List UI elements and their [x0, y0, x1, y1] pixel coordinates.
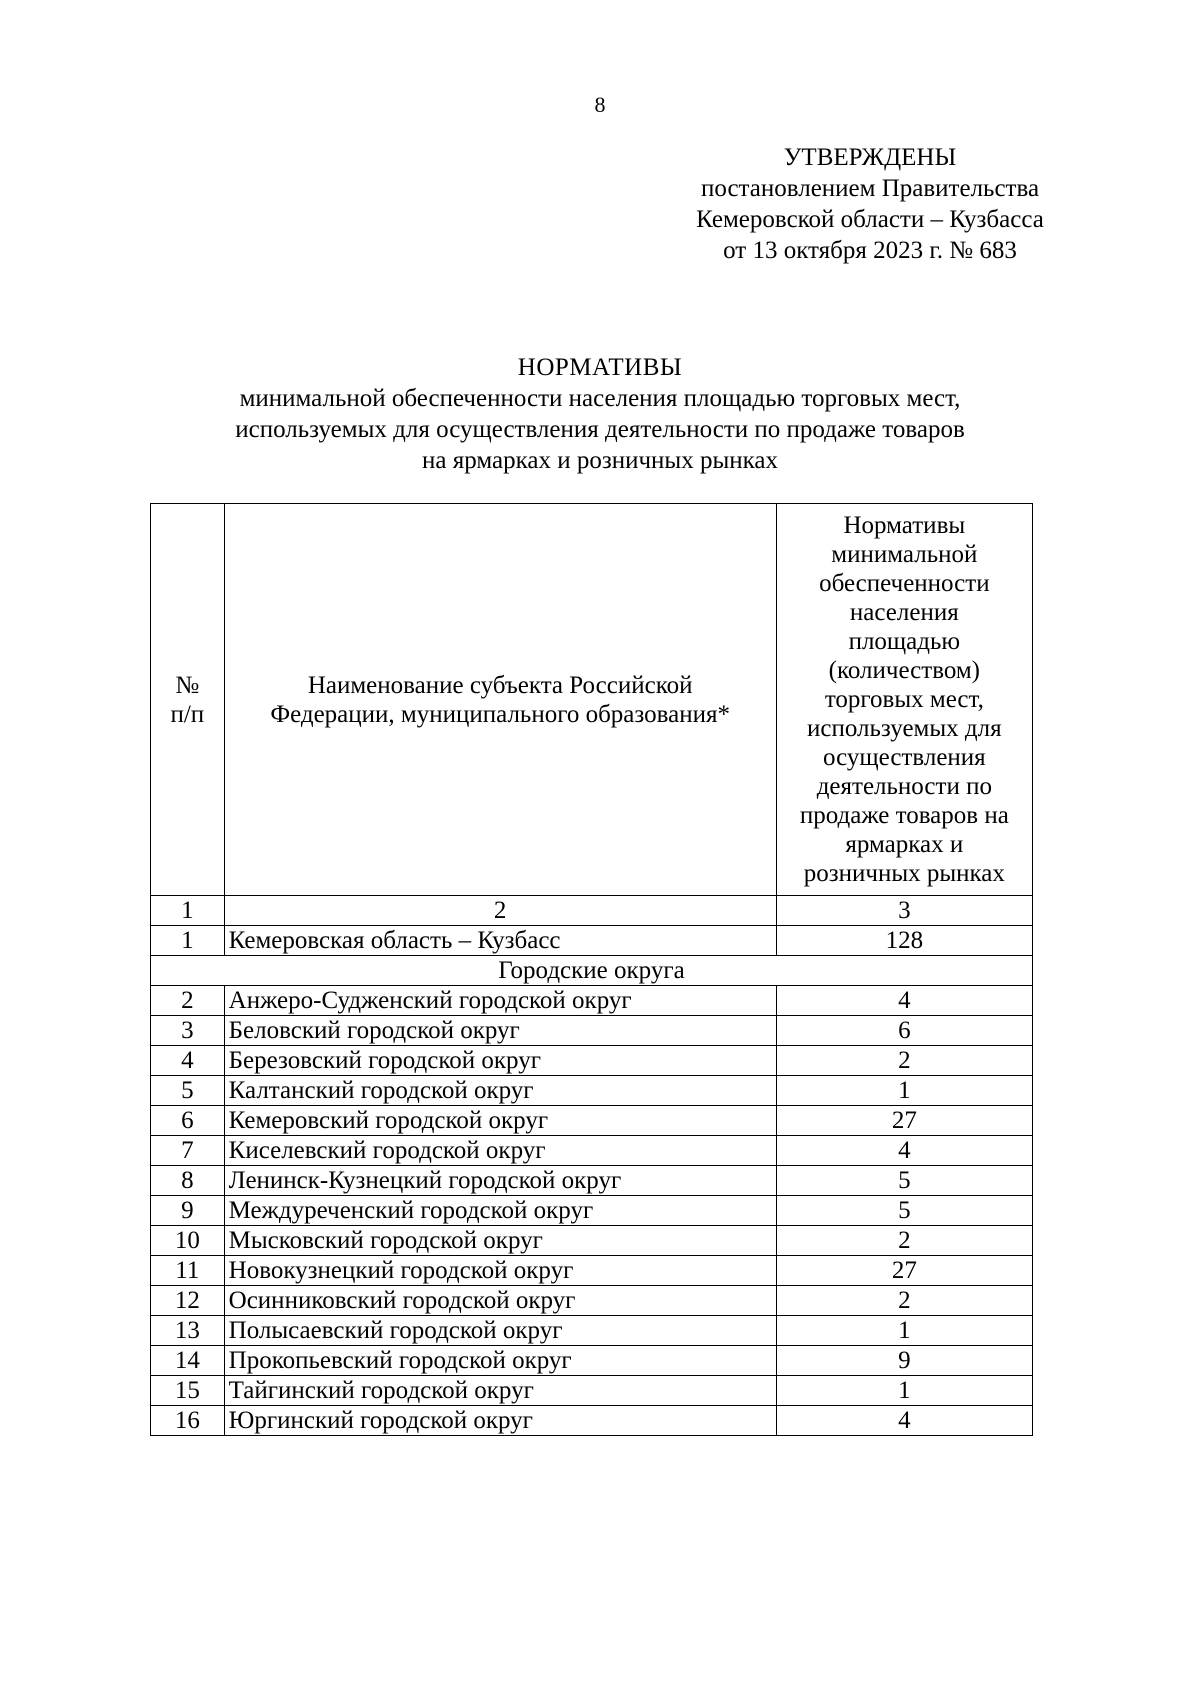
row-value: 5 — [776, 1166, 1032, 1196]
row-num: 8 — [151, 1166, 225, 1196]
header-value-line: населения — [849, 599, 959, 626]
row-value: 27 — [776, 1106, 1032, 1136]
title-line: минимальной обеспеченности населения площадью торговых мест, — [239, 385, 961, 412]
table-row — [151, 1376, 1033, 1406]
row-name: Калтанский городской округ — [224, 1076, 776, 1106]
header-value-line: минимальной — [831, 541, 978, 568]
approval-line: Кемеровской области – Кузбасса — [696, 206, 1044, 233]
title-line: на ярмарках и розничных рынках — [421, 447, 778, 474]
row-value: 1 — [776, 1316, 1032, 1346]
column-number-cell: 3 — [776, 896, 1032, 926]
row-num: 14 — [151, 1346, 225, 1376]
header-value-line: обеспеченности — [819, 570, 990, 597]
table-row — [151, 1316, 1033, 1346]
table-row — [151, 1406, 1033, 1436]
row-value: 9 — [776, 1346, 1032, 1376]
row-num: 15 — [151, 1376, 225, 1406]
header-value-line: Нормативы — [843, 512, 966, 539]
approval-heading: УТВЕРЖДЕНЫ — [783, 144, 957, 171]
header-value-line: торговых мест, — [824, 686, 984, 713]
row-num: 9 — [151, 1196, 225, 1226]
row-num: 16 — [151, 1406, 225, 1436]
row-num: 7 — [151, 1136, 225, 1166]
table-row — [151, 1136, 1033, 1166]
row-name: Тайгинский городской округ — [224, 1376, 776, 1406]
title-line: используемых для осуществления деятельности по продаже товаров — [235, 416, 965, 443]
header-value-line: розничных рынках — [803, 860, 1005, 887]
table-header-row — [151, 504, 1033, 896]
table-row — [151, 1076, 1033, 1106]
row-value: 27 — [776, 1256, 1032, 1286]
section-row — [151, 956, 1033, 986]
page-number: 8 — [594, 92, 606, 117]
header-num-line: п/п — [170, 700, 205, 728]
row-name: Осинниковский городской округ — [224, 1286, 776, 1316]
row-name: Кемеровский городской округ — [224, 1106, 776, 1136]
row-name: Беловский городской округ — [224, 1016, 776, 1046]
header-num-line: № — [175, 671, 200, 699]
row-name: Анжеро-Судженский городской округ — [224, 986, 776, 1016]
header-value-line: используемых для — [807, 715, 1002, 742]
table-row — [151, 1346, 1033, 1376]
header-name-line: Федерации, муниципального образования* — [270, 700, 730, 728]
norms-table — [150, 503, 1033, 1436]
row-num: 13 — [151, 1316, 225, 1346]
row-value: 4 — [776, 1136, 1032, 1166]
header-value-line: площадью — [848, 628, 961, 655]
table-row — [151, 1196, 1033, 1226]
row-name: Междуреченский городской округ — [224, 1196, 776, 1226]
region-row — [151, 926, 1033, 956]
table-row — [151, 1256, 1033, 1286]
header-value-line: деятельности по — [816, 773, 992, 800]
section-label: Городские округа — [151, 956, 1033, 986]
row-value: 4 — [776, 1406, 1032, 1436]
row-num: 10 — [151, 1226, 225, 1256]
approval-line: постановлением Правительства — [700, 175, 1040, 202]
approval-block — [640, 142, 1100, 266]
row-num: 4 — [151, 1046, 225, 1076]
table-row — [151, 986, 1033, 1016]
row-num: 2 — [151, 986, 225, 1016]
row-name: Кемеровская область – Кузбасс — [224, 926, 776, 956]
table-row — [151, 1166, 1033, 1196]
header-value-line: ярмарках и — [845, 831, 964, 858]
row-name: Березовский городской округ — [224, 1046, 776, 1076]
row-name: Юргинский городской округ — [224, 1406, 776, 1436]
row-value: 128 — [776, 926, 1032, 956]
row-value: 4 — [776, 986, 1032, 1016]
header-value-line: (количеством) — [828, 657, 980, 684]
column-number-cell: 2 — [224, 896, 776, 926]
table-row — [151, 1046, 1033, 1076]
row-name: Ленинск-Кузнецкий городской округ — [224, 1166, 776, 1196]
document-title — [150, 352, 1050, 476]
row-value: 1 — [776, 1076, 1032, 1106]
row-num: 3 — [151, 1016, 225, 1046]
column-number-row — [151, 896, 1033, 926]
row-num: 5 — [151, 1076, 225, 1106]
header-value-line: продаже товаров на — [799, 802, 1009, 829]
table-row — [151, 1286, 1033, 1316]
row-num: 12 — [151, 1286, 225, 1316]
row-value: 2 — [776, 1286, 1032, 1316]
row-name: Киселевский городской округ — [224, 1136, 776, 1166]
row-value: 5 — [776, 1196, 1032, 1226]
row-value: 2 — [776, 1046, 1032, 1076]
row-num: 1 — [151, 926, 225, 956]
row-num: 6 — [151, 1106, 225, 1136]
header-name-cell — [224, 504, 776, 896]
header-value-line: осуществления — [822, 744, 986, 771]
row-value: 1 — [776, 1376, 1032, 1406]
column-number-cell: 1 — [151, 896, 225, 926]
row-name: Новокузнецкий городской округ — [224, 1256, 776, 1286]
header-num-cell — [151, 504, 225, 896]
row-num: 11 — [151, 1256, 225, 1286]
header-name-line: Наименование субъекта Российской — [307, 671, 693, 699]
header-value-cell — [776, 504, 1032, 896]
row-value: 6 — [776, 1016, 1032, 1046]
table-row — [151, 1226, 1033, 1256]
title-heading: НОРМАТИВЫ — [517, 354, 683, 381]
table-row — [151, 1016, 1033, 1046]
row-name: Прокопьевский городской округ — [224, 1346, 776, 1376]
approval-date: от 13 октября 2023 г. № 683 — [723, 237, 1017, 264]
row-name: Полысаевский городской округ — [224, 1316, 776, 1346]
row-value: 2 — [776, 1226, 1032, 1256]
table-row — [151, 1106, 1033, 1136]
row-name: Мысковский городской округ — [224, 1226, 776, 1256]
